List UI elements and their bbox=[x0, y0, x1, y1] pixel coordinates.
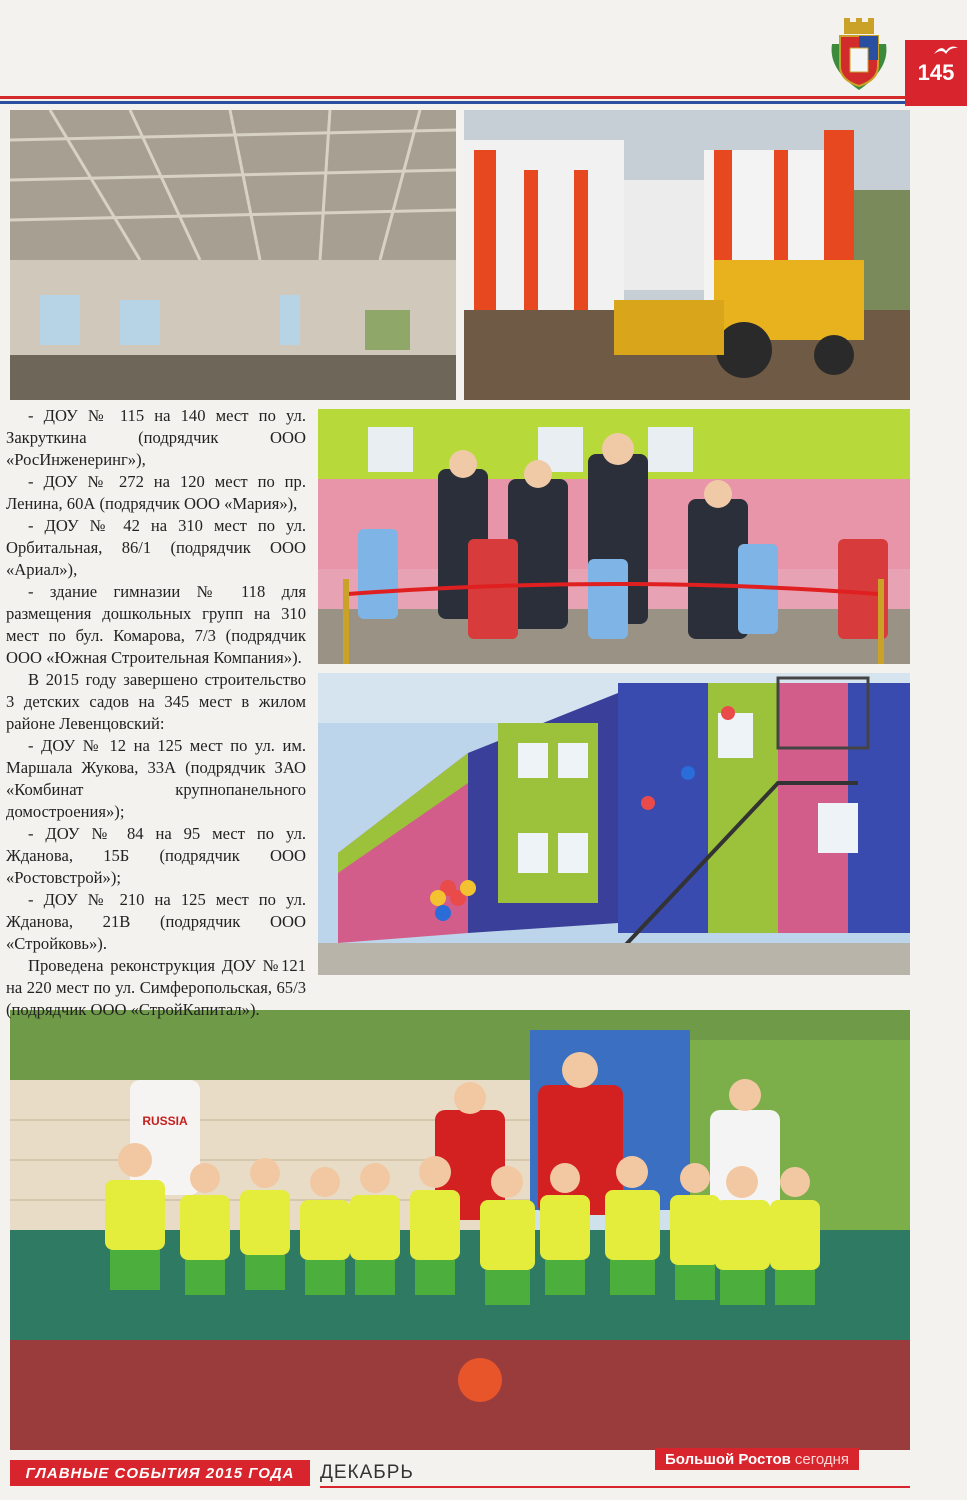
photo-kindergarten-building bbox=[318, 673, 910, 975]
brand-main: Большой Ростов bbox=[665, 1450, 791, 1468]
footer-month: ДЕКАБРЬ bbox=[320, 1462, 414, 1483]
paragraph: - ДОУ № 272 на 120 мест по пр. Ленина, 60А (подрядчик ООО «Мария»), bbox=[6, 472, 306, 513]
photo-children-football bbox=[10, 1010, 910, 1450]
footer-brand bbox=[655, 1448, 859, 1470]
paragraph: - ДОУ № 210 на 125 мест по ул. Жданова, 21В (подрядчик ООО «Стройковь»). bbox=[6, 890, 306, 953]
paragraph: - здание гимназии № 118 для размещения дошкольных групп на 310 мест по бул. Комарова, 7/3 (подрядчик ООО «Южная Строительная Компания»). bbox=[6, 582, 306, 667]
photo-building-facade bbox=[464, 110, 910, 400]
paragraph: - ДОУ № 84 на 95 мест по ул. Жданова, 15Б (подрядчик ООО «Ростовстрой»); bbox=[6, 824, 306, 887]
paragraph: - ДОУ № 42 на 310 мест по ул. Орбитальная, 86/1 (подрядчик ООО «Ариал»), bbox=[6, 516, 306, 579]
paragraph: Проведена реконструкция ДОУ №121 на 220 мест по ул. Симферопольская, 65/3 (подрядчик ООО «СтройКапитал»). bbox=[6, 956, 306, 1019]
footer-divider bbox=[320, 1486, 910, 1488]
page-number: 145 bbox=[905, 40, 967, 106]
paragraph: В 2015 году завершено строительство 3 детских садов на 345 мест в жилом районе Левенцовский: bbox=[6, 670, 306, 733]
photo-interior-construction bbox=[10, 110, 456, 400]
bird-icon bbox=[933, 44, 959, 56]
paragraph: - ДОУ № 115 на 140 мест по ул. Закруткина (подрядчик ООО «РосИнженеринг»), bbox=[6, 406, 306, 469]
paragraph: - ДОУ № 12 на 125 мест по ул. им. Маршала Жукова, 33А (подрядчик ЗАО «Комбинат крупнопанельного домостроения»); bbox=[6, 736, 306, 821]
article-text bbox=[6, 405, 306, 1021]
coat-of-arms-icon bbox=[826, 14, 892, 94]
header-stripes bbox=[0, 96, 905, 106]
footer-section-title: ГЛАВНЫЕ СОБЫТИЯ 2015 ГОДА bbox=[10, 1460, 310, 1486]
brand-accent: сегодня bbox=[794, 1450, 850, 1468]
jersey-text: RUSSIA bbox=[142, 1114, 188, 1128]
photo-ribbon-cutting bbox=[318, 409, 910, 664]
